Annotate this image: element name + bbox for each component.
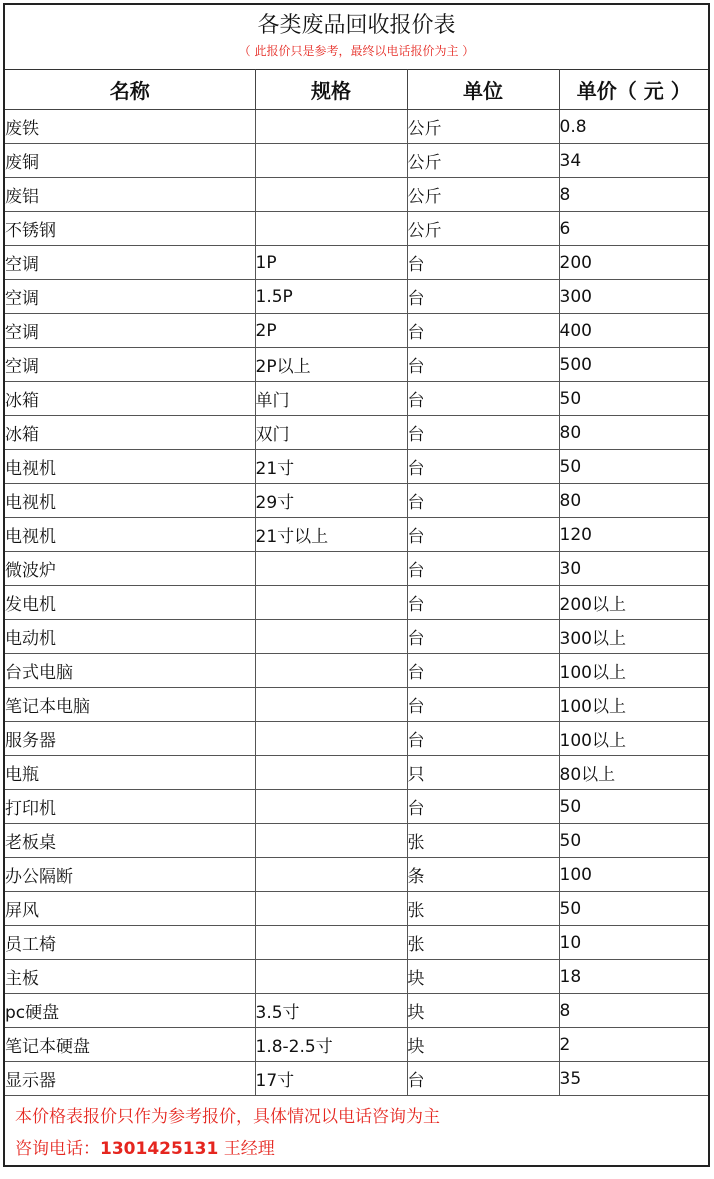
cell-price: 8: [559, 178, 708, 212]
cell-name: 电动机: [5, 620, 255, 654]
cell-spec: [255, 790, 407, 824]
price-table: [5, 69, 708, 1096]
table-row: [5, 824, 708, 858]
cell-unit: 公斤: [407, 144, 559, 178]
cell-unit: 台: [407, 450, 559, 484]
footer-note: 本价格表报价只作为参考报价，具体情况以电话咨询为主: [15, 1107, 440, 1127]
cell-name: 不锈钢: [5, 212, 255, 246]
cell-unit: 台: [407, 280, 559, 314]
cell-name: 空调: [5, 246, 255, 280]
title-block: [5, 5, 708, 70]
cell-price: 500: [559, 348, 708, 382]
cell-spec: [255, 586, 407, 620]
cell-unit: 条: [407, 858, 559, 892]
cell-unit: 张: [407, 926, 559, 960]
cell-name: 显示器: [5, 1062, 255, 1096]
cell-spec: [255, 926, 407, 960]
cell-name: 台式电脑: [5, 654, 255, 688]
table-row: [5, 756, 708, 790]
cell-price: 8: [559, 994, 708, 1028]
cell-name: 电视机: [5, 484, 255, 518]
cell-unit: 台: [407, 348, 559, 382]
cell-unit: 台: [407, 246, 559, 280]
table-row: [5, 144, 708, 178]
cell-name: 老板桌: [5, 824, 255, 858]
cell-price: 50: [559, 382, 708, 416]
cell-name: 员工椅: [5, 926, 255, 960]
header-name: 名称: [5, 69, 255, 110]
cell-price: 100以上: [559, 688, 708, 722]
table-row: [5, 892, 708, 926]
cell-spec: [255, 620, 407, 654]
cell-price: 34: [559, 144, 708, 178]
page-title: 各类废品回收报价表: [257, 13, 456, 38]
cell-price: 300以上: [559, 620, 708, 654]
page-subtitle: （ 此报价只是参考，最终以电话报价为主 ）: [238, 44, 475, 58]
cell-spec: [255, 212, 407, 246]
cell-unit: 台: [407, 722, 559, 756]
cell-name: 空调: [5, 314, 255, 348]
table-row: [5, 314, 708, 348]
cell-spec: [255, 144, 407, 178]
table-row: [5, 552, 708, 586]
cell-price: 200以上: [559, 586, 708, 620]
cell-name: 电视机: [5, 518, 255, 552]
cell-name: pc硬盘: [5, 994, 255, 1028]
table-row: [5, 382, 708, 416]
cell-spec: 双门: [255, 416, 407, 450]
table-row: [5, 280, 708, 314]
cell-price: 50: [559, 824, 708, 858]
cell-name: 主板: [5, 960, 255, 994]
cell-spec: 21寸以上: [255, 518, 407, 552]
table-row: [5, 960, 708, 994]
cell-name: 屏风: [5, 892, 255, 926]
cell-name: 废铝: [5, 178, 255, 212]
table-row: [5, 178, 708, 212]
table-header-row: [5, 69, 708, 110]
cell-name: 办公隔断: [5, 858, 255, 892]
footer: [5, 1090, 708, 1165]
cell-unit: 台: [407, 484, 559, 518]
cell-price: 100以上: [559, 722, 708, 756]
contact-label: 咨询电话：: [15, 1139, 100, 1159]
cell-price: 100: [559, 858, 708, 892]
table-row: [5, 688, 708, 722]
cell-price: 10: [559, 926, 708, 960]
cell-spec: [255, 178, 407, 212]
cell-price: 0.8: [559, 110, 708, 144]
cell-spec: 17寸: [255, 1062, 407, 1096]
price-sheet: [3, 3, 710, 1167]
header-price: 单价（ 元 ）: [559, 69, 708, 110]
cell-name: 电视机: [5, 450, 255, 484]
cell-spec: [255, 756, 407, 790]
cell-spec: 21寸: [255, 450, 407, 484]
cell-unit: 台: [407, 314, 559, 348]
cell-name: 空调: [5, 348, 255, 382]
cell-price: 80: [559, 416, 708, 450]
cell-price: 200: [559, 246, 708, 280]
cell-unit: 台: [407, 518, 559, 552]
cell-price: 50: [559, 892, 708, 926]
cell-unit: 张: [407, 892, 559, 926]
cell-spec: [255, 824, 407, 858]
table-row: [5, 246, 708, 280]
cell-name: 微波炉: [5, 552, 255, 586]
cell-spec: 1.5P: [255, 280, 407, 314]
cell-unit: 台: [407, 1062, 559, 1096]
cell-spec: [255, 960, 407, 994]
cell-unit: 只: [407, 756, 559, 790]
cell-spec: [255, 110, 407, 144]
table-row: [5, 620, 708, 654]
contact-line: [15, 1138, 275, 1160]
cell-unit: 公斤: [407, 110, 559, 144]
cell-name: 冰箱: [5, 416, 255, 450]
table-row: [5, 790, 708, 824]
cell-unit: 台: [407, 620, 559, 654]
cell-spec: 1.8-2.5寸: [255, 1028, 407, 1062]
cell-unit: 台: [407, 688, 559, 722]
cell-spec: [255, 654, 407, 688]
table-row: [5, 654, 708, 688]
cell-price: 120: [559, 518, 708, 552]
cell-name: 电瓶: [5, 756, 255, 790]
cell-spec: [255, 892, 407, 926]
cell-name: 笔记本电脑: [5, 688, 255, 722]
table-row: [5, 518, 708, 552]
cell-name: 服务器: [5, 722, 255, 756]
cell-unit: 块: [407, 960, 559, 994]
cell-name: 废铁: [5, 110, 255, 144]
cell-unit: 台: [407, 790, 559, 824]
cell-name: 发电机: [5, 586, 255, 620]
cell-spec: 29寸: [255, 484, 407, 518]
table-row: [5, 484, 708, 518]
cell-price: 30: [559, 552, 708, 586]
cell-name: 笔记本硬盘: [5, 1028, 255, 1062]
cell-unit: 台: [407, 586, 559, 620]
cell-price: 35: [559, 1062, 708, 1096]
cell-unit: 公斤: [407, 212, 559, 246]
cell-unit: 台: [407, 552, 559, 586]
cell-price: 100以上: [559, 654, 708, 688]
cell-price: 50: [559, 450, 708, 484]
table-row: [5, 858, 708, 892]
cell-price: 2: [559, 1028, 708, 1062]
cell-unit: 台: [407, 654, 559, 688]
cell-spec: [255, 858, 407, 892]
cell-name: 空调: [5, 280, 255, 314]
cell-unit: 张: [407, 824, 559, 858]
cell-price: 6: [559, 212, 708, 246]
cell-spec: 2P以上: [255, 348, 407, 382]
cell-price: 300: [559, 280, 708, 314]
table-row: [5, 926, 708, 960]
cell-unit: 块: [407, 1028, 559, 1062]
cell-spec: 单门: [255, 382, 407, 416]
table-body: [5, 110, 708, 1096]
table-row: [5, 416, 708, 450]
table-row: [5, 1028, 708, 1062]
header-unit: 单位: [407, 69, 559, 110]
table-row: [5, 586, 708, 620]
cell-unit: 公斤: [407, 178, 559, 212]
cell-name: 废铜: [5, 144, 255, 178]
cell-unit: 台: [407, 382, 559, 416]
cell-name: 打印机: [5, 790, 255, 824]
table-row: [5, 212, 708, 246]
table-row: [5, 450, 708, 484]
header-spec: 规格: [255, 69, 407, 110]
cell-price: 400: [559, 314, 708, 348]
cell-name: 冰箱: [5, 382, 255, 416]
cell-unit: 台: [407, 416, 559, 450]
table-row: [5, 348, 708, 382]
cell-spec: 3.5寸: [255, 994, 407, 1028]
contact-phone: 1301425131: [100, 1139, 219, 1159]
cell-price: 80: [559, 484, 708, 518]
table-row: [5, 110, 708, 144]
cell-spec: 2P: [255, 314, 407, 348]
cell-spec: 1P: [255, 246, 407, 280]
cell-price: 50: [559, 790, 708, 824]
contact-name: 王经理: [223, 1139, 275, 1159]
cell-spec: [255, 688, 407, 722]
cell-price: 80以上: [559, 756, 708, 790]
cell-price: 18: [559, 960, 708, 994]
cell-unit: 块: [407, 994, 559, 1028]
table-row: [5, 722, 708, 756]
table-row: [5, 994, 708, 1028]
cell-spec: [255, 722, 407, 756]
cell-spec: [255, 552, 407, 586]
